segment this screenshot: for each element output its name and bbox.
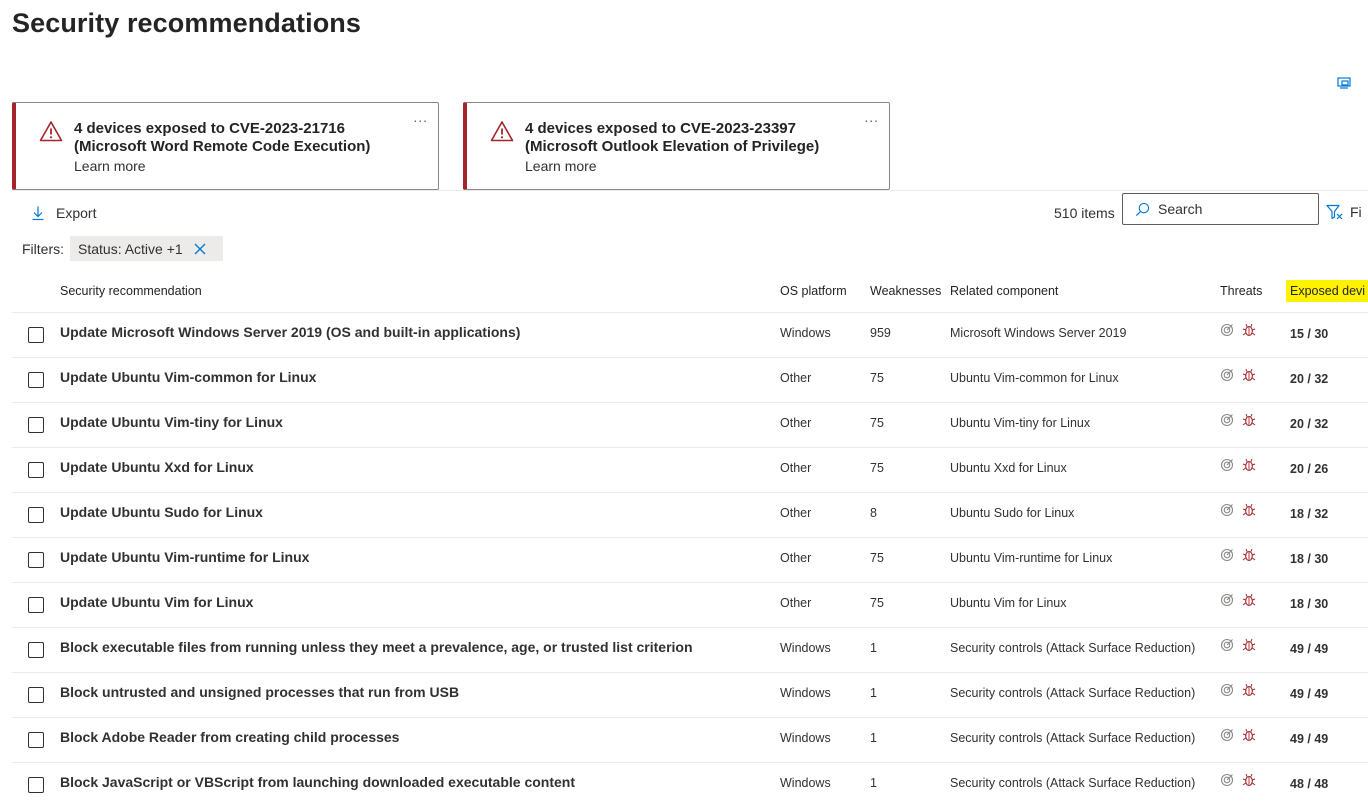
- threat-indicators: [1220, 683, 1256, 697]
- row-checkbox[interactable]: [28, 597, 44, 613]
- close-icon[interactable]: [193, 242, 207, 256]
- weaknesses-count: 75: [870, 596, 884, 610]
- exposed-devices: 18 / 32: [1290, 507, 1329, 521]
- related-component: Security controls (Attack Surface Reduction): [950, 686, 1196, 700]
- table-row[interactable]: [12, 717, 1368, 762]
- more-options-icon[interactable]: ...: [413, 109, 428, 125]
- exposed-devices: 18 / 30: [1290, 597, 1329, 611]
- os-platform: Other: [780, 371, 812, 385]
- weaknesses-count: 1: [870, 731, 877, 745]
- recommendation-name[interactable]: Update Microsoft Windows Server 2019 (OS and built-in applications): [60, 324, 521, 340]
- target-icon: [1220, 503, 1234, 517]
- exposed-devices: 20 / 32: [1290, 417, 1329, 431]
- table-row[interactable]: [12, 537, 1368, 582]
- target-icon: [1220, 458, 1234, 472]
- bug-icon: [1242, 368, 1256, 382]
- target-icon: [1220, 368, 1234, 382]
- recommendation-name[interactable]: Update Ubuntu Vim-tiny for Linux: [60, 414, 283, 430]
- warning-triangle-icon: [490, 120, 514, 142]
- threat-indicators: [1220, 548, 1256, 562]
- bug-icon: [1242, 638, 1256, 652]
- filter-label: Fi: [1350, 204, 1362, 220]
- os-platform: Windows: [780, 686, 831, 700]
- exposed-devices: 49 / 49: [1290, 732, 1329, 746]
- table-row[interactable]: [12, 402, 1368, 447]
- related-component: Ubuntu Vim-runtime for Linux: [950, 551, 1113, 565]
- filter-chip-label: Status: Active +1: [78, 240, 183, 257]
- row-checkbox[interactable]: [28, 462, 44, 478]
- os-platform: Other: [780, 461, 812, 475]
- recommendation-name[interactable]: Update Ubuntu Xxd for Linux: [60, 459, 254, 475]
- related-component: Security controls (Attack Surface Reduction): [950, 731, 1196, 745]
- row-checkbox[interactable]: [28, 372, 44, 388]
- target-icon: [1220, 548, 1234, 562]
- exposed-devices: 48 / 48: [1290, 777, 1329, 791]
- download-arrow-icon: [30, 205, 46, 221]
- export-label: Export: [56, 205, 97, 221]
- related-component: Security controls (Attack Surface Reduction): [950, 776, 1196, 790]
- page-title: Security recommendations: [12, 8, 362, 38]
- search-icon: [1135, 202, 1150, 217]
- bug-icon: [1242, 728, 1256, 742]
- recommendation-name[interactable]: Update Ubuntu Vim-runtime for Linux: [60, 549, 310, 565]
- threat-indicators: [1220, 638, 1256, 652]
- threat-indicators: [1220, 773, 1256, 787]
- column-header-component[interactable]: Related component: [950, 284, 1059, 298]
- os-platform: Windows: [780, 326, 831, 340]
- bug-icon: [1242, 548, 1256, 562]
- items-count: 510 items: [1054, 205, 1115, 221]
- recommendation-name[interactable]: Block Adobe Reader from creating child processes: [60, 729, 400, 745]
- os-platform: Other: [780, 416, 812, 430]
- screen-share-icon[interactable]: [1336, 74, 1352, 90]
- threat-indicators: [1220, 458, 1256, 472]
- table-row[interactable]: [12, 627, 1368, 672]
- weaknesses-count: 75: [870, 416, 884, 430]
- recommendation-name[interactable]: Update Ubuntu Vim-common for Linux: [60, 369, 317, 385]
- threat-indicators: [1220, 413, 1256, 427]
- threat-indicators: [1220, 368, 1256, 382]
- row-checkbox[interactable]: [28, 552, 44, 568]
- os-platform: Windows: [780, 641, 831, 655]
- exposed-devices: 20 / 32: [1290, 372, 1329, 386]
- os-platform: Windows: [780, 731, 831, 745]
- bug-icon: [1242, 503, 1256, 517]
- card-title: 4 devices exposed to CVE-2023-23397 (Microsoft Outlook Elevation of Privilege): [525, 120, 820, 155]
- exposed-devices: 20 / 26: [1290, 462, 1329, 476]
- os-platform: Windows: [780, 776, 831, 790]
- bug-icon: [1242, 593, 1256, 607]
- threat-indicators: [1220, 728, 1256, 742]
- threat-indicators: [1220, 593, 1256, 607]
- target-icon: [1220, 323, 1234, 337]
- weaknesses-count: 75: [870, 461, 884, 475]
- bug-icon: [1242, 773, 1256, 787]
- related-component: Security controls (Attack Surface Reduction): [950, 641, 1196, 655]
- table-row[interactable]: [12, 582, 1368, 627]
- row-checkbox[interactable]: [28, 732, 44, 748]
- related-component: Ubuntu Vim-tiny for Linux: [950, 416, 1091, 430]
- filters-label: Filters:: [22, 241, 64, 257]
- related-component: Ubuntu Vim for Linux: [950, 596, 1067, 610]
- export-button[interactable]: [30, 203, 96, 223]
- row-checkbox[interactable]: [28, 687, 44, 703]
- target-icon: [1220, 638, 1234, 652]
- exposed-devices: 15 / 30: [1290, 327, 1329, 341]
- target-icon: [1220, 683, 1234, 697]
- table-row[interactable]: [12, 492, 1368, 537]
- os-platform: Other: [780, 506, 812, 520]
- filter-icon: [1326, 204, 1344, 220]
- exposed-devices: 49 / 49: [1290, 642, 1329, 656]
- related-component: Ubuntu Vim-common for Linux: [950, 371, 1119, 385]
- os-platform: Other: [780, 596, 812, 610]
- card-title: 4 devices exposed to CVE-2023-21716 (Microsoft Word Remote Code Execution): [74, 120, 371, 155]
- status-filter-chip[interactable]: [70, 236, 223, 261]
- cve-alert-card[interactable]: [12, 102, 439, 190]
- bug-icon: [1242, 458, 1256, 472]
- divider: [12, 190, 1368, 191]
- recommendation-name[interactable]: Block untrusted and unsigned processes that run from USB: [60, 684, 460, 700]
- bug-icon: [1242, 323, 1256, 337]
- weaknesses-count: 1: [870, 776, 877, 790]
- target-icon: [1220, 593, 1234, 607]
- table-row[interactable]: [12, 672, 1368, 717]
- recommendation-name[interactable]: Update Ubuntu Vim for Linux: [60, 594, 254, 610]
- column-header-exposed-devices[interactable]: Exposed devi: [1286, 280, 1368, 302]
- row-checkbox[interactable]: [28, 417, 44, 433]
- row-checkbox[interactable]: [28, 327, 44, 343]
- row-checkbox[interactable]: [28, 642, 44, 658]
- table-row[interactable]: [12, 312, 1368, 357]
- table-row[interactable]: [12, 762, 1368, 806]
- target-icon: [1220, 413, 1234, 427]
- table-row[interactable]: [12, 357, 1368, 402]
- exposed-devices: 49 / 49: [1290, 687, 1329, 701]
- column-header-weaknesses[interactable]: Weaknesses: [870, 284, 942, 298]
- learn-more-link[interactable]: Learn more: [525, 158, 597, 174]
- row-checkbox[interactable]: [28, 777, 44, 793]
- related-component: Ubuntu Sudo for Linux: [950, 506, 1075, 520]
- target-icon: [1220, 773, 1234, 787]
- warning-triangle-icon: [39, 120, 63, 142]
- exposed-devices: 18 / 30: [1290, 552, 1329, 566]
- os-platform: Other: [780, 551, 812, 565]
- weaknesses-count: 959: [870, 326, 891, 340]
- bug-icon: [1242, 683, 1256, 697]
- filter-button[interactable]: [1326, 204, 1362, 220]
- column-header-recommendation[interactable]: Security recommendation: [60, 284, 202, 298]
- threat-indicators: [1220, 503, 1256, 517]
- recommendation-name[interactable]: Update Ubuntu Sudo for Linux: [60, 504, 263, 520]
- weaknesses-count: 75: [870, 371, 884, 385]
- column-header-os[interactable]: OS platform: [780, 284, 847, 298]
- bug-icon: [1242, 413, 1256, 427]
- learn-more-link[interactable]: Learn more: [74, 158, 146, 174]
- row-checkbox[interactable]: [28, 507, 44, 523]
- target-icon: [1220, 728, 1234, 742]
- recommendation-name[interactable]: Block JavaScript or VBScript from launching downloaded executable content: [60, 774, 575, 790]
- table-row[interactable]: [12, 447, 1368, 492]
- cve-alert-card[interactable]: [463, 102, 890, 190]
- more-options-icon[interactable]: ...: [864, 109, 879, 125]
- weaknesses-count: 8: [870, 506, 877, 520]
- related-component: Microsoft Windows Server 2019: [950, 326, 1127, 340]
- search-box[interactable]: [1122, 193, 1319, 225]
- weaknesses-count: 75: [870, 551, 884, 565]
- search-input[interactable]: [1158, 201, 1308, 217]
- weaknesses-count: 1: [870, 641, 877, 655]
- column-header-threats[interactable]: Threats: [1220, 284, 1263, 298]
- related-component: Ubuntu Xxd for Linux: [950, 461, 1067, 475]
- threat-indicators: [1220, 323, 1256, 337]
- weaknesses-count: 1: [870, 686, 877, 700]
- recommendation-name[interactable]: Block executable files from running unless they meet a prevalence, age, or trusted list criterion: [60, 639, 693, 655]
